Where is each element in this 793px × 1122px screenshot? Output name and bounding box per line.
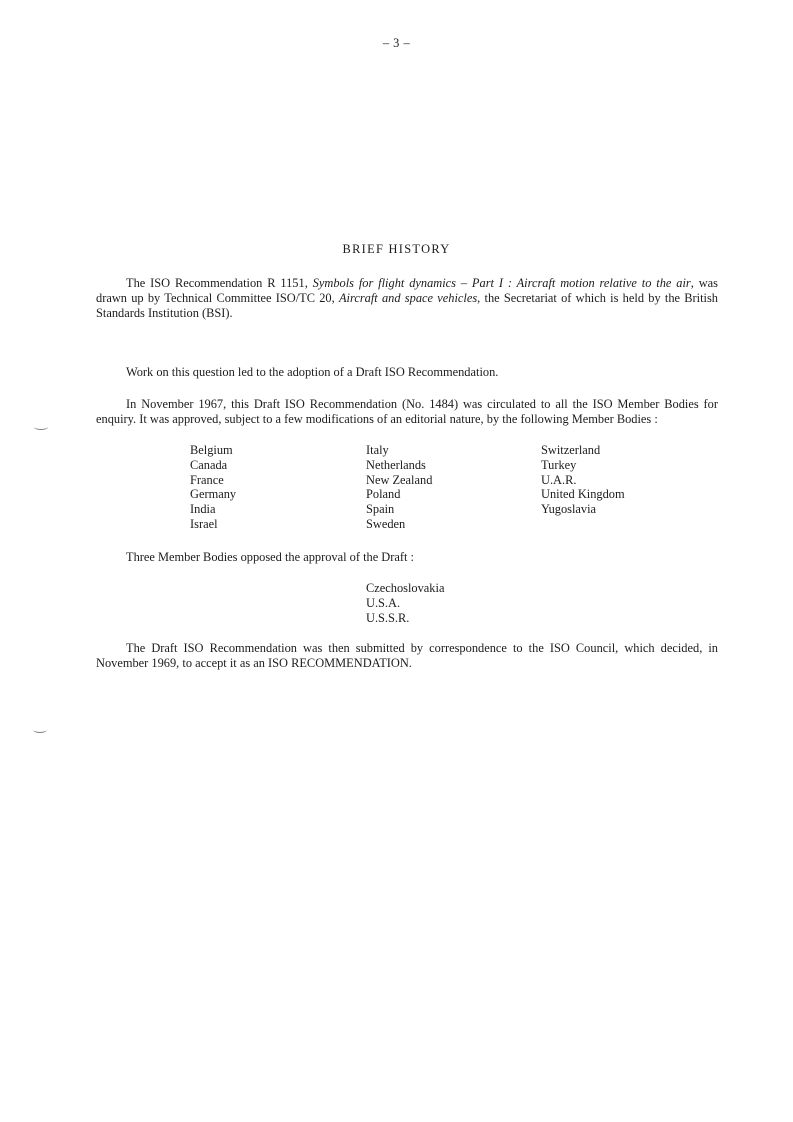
list-item: Turkey xyxy=(541,457,577,472)
list-item: U.S.S.R. xyxy=(366,610,410,625)
paragraph-origin xyxy=(96,276,718,320)
approving-bodies-column-1 xyxy=(190,443,360,532)
list-item: Sweden xyxy=(366,516,406,531)
paragraph-acceptance: The Draft ISO Recommendation was then submitted by correspondence to the ISO Council, which decided, in November 1969, to accept it as an ISO RECOMMENDATION. xyxy=(96,641,718,670)
para1-text-2: , was drawn up by Technical Committee ISO/TC 20, xyxy=(96,276,718,305)
list-item: Belgium xyxy=(190,443,233,457)
paragraph-work: Work on this question led to the adoption of a Draft ISO Recommendation. xyxy=(126,365,499,379)
scan-mark xyxy=(34,424,48,430)
paragraph-circulation: In November 1967, this Draft ISO Recommendation (No. 1484) was circulated to all the ISO Member Bodies for enquiry. It was approved, subject to a few modifications of an editorial nature, by the following Member Bodies : xyxy=(96,397,718,426)
list-item: Germany xyxy=(190,487,237,502)
list-item: France xyxy=(190,472,224,487)
list-item: U.S.A. xyxy=(366,595,401,610)
list-item: India xyxy=(190,502,216,517)
list-item: New Zealand xyxy=(366,472,433,487)
para1-text-3: , the Secretariat of which is held by the British Standards Institution (BSI). xyxy=(96,290,718,320)
list-item: Switzerland xyxy=(541,443,601,457)
list-item: Netherlands xyxy=(366,457,426,472)
para1-title-italic: Symbols for flight dynamics – Part I : Aircraft motion relative to the air xyxy=(312,276,691,290)
list-item: Italy xyxy=(366,443,389,457)
page-number: – 3 – xyxy=(382,36,411,50)
list-item: Spain xyxy=(366,502,395,517)
section-title: BRIEF HISTORY xyxy=(342,242,451,256)
list-item: Czechoslovakia xyxy=(366,581,445,595)
list-item: Poland xyxy=(366,487,401,502)
scan-mark xyxy=(33,726,47,733)
para1-text-1: The ISO Recommendation R 1151, xyxy=(126,276,313,290)
list-item: U.A.R. xyxy=(541,472,577,487)
para1-committee-italic: Aircraft and space vehicles xyxy=(338,290,478,305)
approving-bodies-column-3 xyxy=(541,443,711,517)
list-item: Israel xyxy=(190,516,218,531)
list-item: United Kingdom xyxy=(541,487,625,502)
paragraph-opposition: Three Member Bodies opposed the approval of the Draft : xyxy=(126,550,414,564)
list-item: Canada xyxy=(190,457,228,472)
list-item: Yugoslavia xyxy=(541,502,597,517)
approving-bodies-column-2 xyxy=(366,443,536,532)
opposing-bodies-list xyxy=(366,581,444,625)
